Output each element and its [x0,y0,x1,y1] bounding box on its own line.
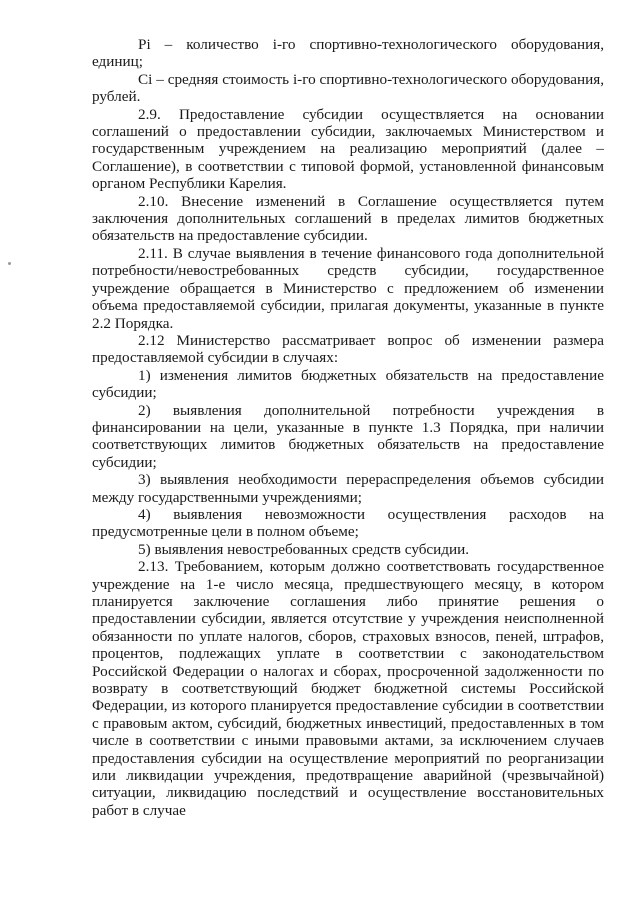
paragraph-2-13: 2.13. Требованием, которым должно соответствовать государственное учреждение на 1-е число месяца, предшествующего месяцу, в котором планируется заключение соглашения либо принятие решения о предоставлении субсидии, является отсутствие у учреждения неисполненной обязанности по уплате налогов, сборов, страховых взносов, пеней, штрафов, процентов, подлежащих уплате в соответствии с законодательством Российской Федерации о налогах и сборах, просроченной задолженности по возврату в соответствующий бюджет бюджетной системы Российской Федерации, из которого планируется предоставление субсидии в соответствии с правовым актом, субсидий, бюджетных инвестиций, предоставленных в том числе в соответствии с иными правовыми актами, за исключением случаев предоставления субсидии на осуществление мероприятий по реорганизации или ликвидации учреждения, предотвращение аварийной (чрезвычайной) ситуации, ликвидацию последствий и осуществление восстановительных работ в случае [92,558,604,819]
scan-dot [8,262,11,265]
paragraph-2-10: 2.10. Внесение изменений в Соглашение осуществляется путем заключения дополнительных соглашений в пределах лимитов бюджетных обязательств на предоставление субсидии. [92,192,604,245]
paragraph-2-9: 2.9. Предоставление субсидии осуществляется на основании соглашений о предоставлении субсидии, заключаемых Министерством и государственным учреждением на реализацию мероприятий (далее – Соглашение), в соответствии с типовой формой, установленной финансовым органом Республики Карелия. [92,105,604,193]
document-body [92,36,604,819]
list-item-5: 5) выявления невостребованных средств субсидии. [138,540,470,558]
list-item-4: 4) выявления невозможности осуществления расходов на предусмотренные цели в полном объеме; [92,505,604,541]
paragraph-pi-definition: Pi – количество i-го спортивно-технологического оборудования, единиц; [92,36,604,71]
paragraph-2-12: 2.12 Министерство рассматривает вопрос об изменении размера предоставляемой субсидии в случаях: [92,331,604,367]
list-item-1: 1) изменения лимитов бюджетных обязательств на предоставление субсидии; [92,366,604,402]
paragraph-2-11: 2.11. В случае выявления в течение финансового года дополнительной потребности/невостребованных средств субсидии, государственное учреждение обращается в Министерство с предложением об изменении объема предоставляемой субсидии, прилагая документы, указанные в пункте 2.2 Порядка. [92,244,604,332]
paragraph-ci-definition: Ci – средняя стоимость i-го спортивно-технологического оборудования, рублей. [92,70,604,106]
list-item-2: 2) выявления дополнительной потребности учреждения в финансировании на цели, указанные в пункте 1.3 Порядка, при наличии соответствующих лимитов бюджетных обязательств на предоставление субсидии; [92,401,604,471]
list-item-3: 3) выявления необходимости перераспределения объемов субсидии между государственными учреждениями; [92,471,604,506]
